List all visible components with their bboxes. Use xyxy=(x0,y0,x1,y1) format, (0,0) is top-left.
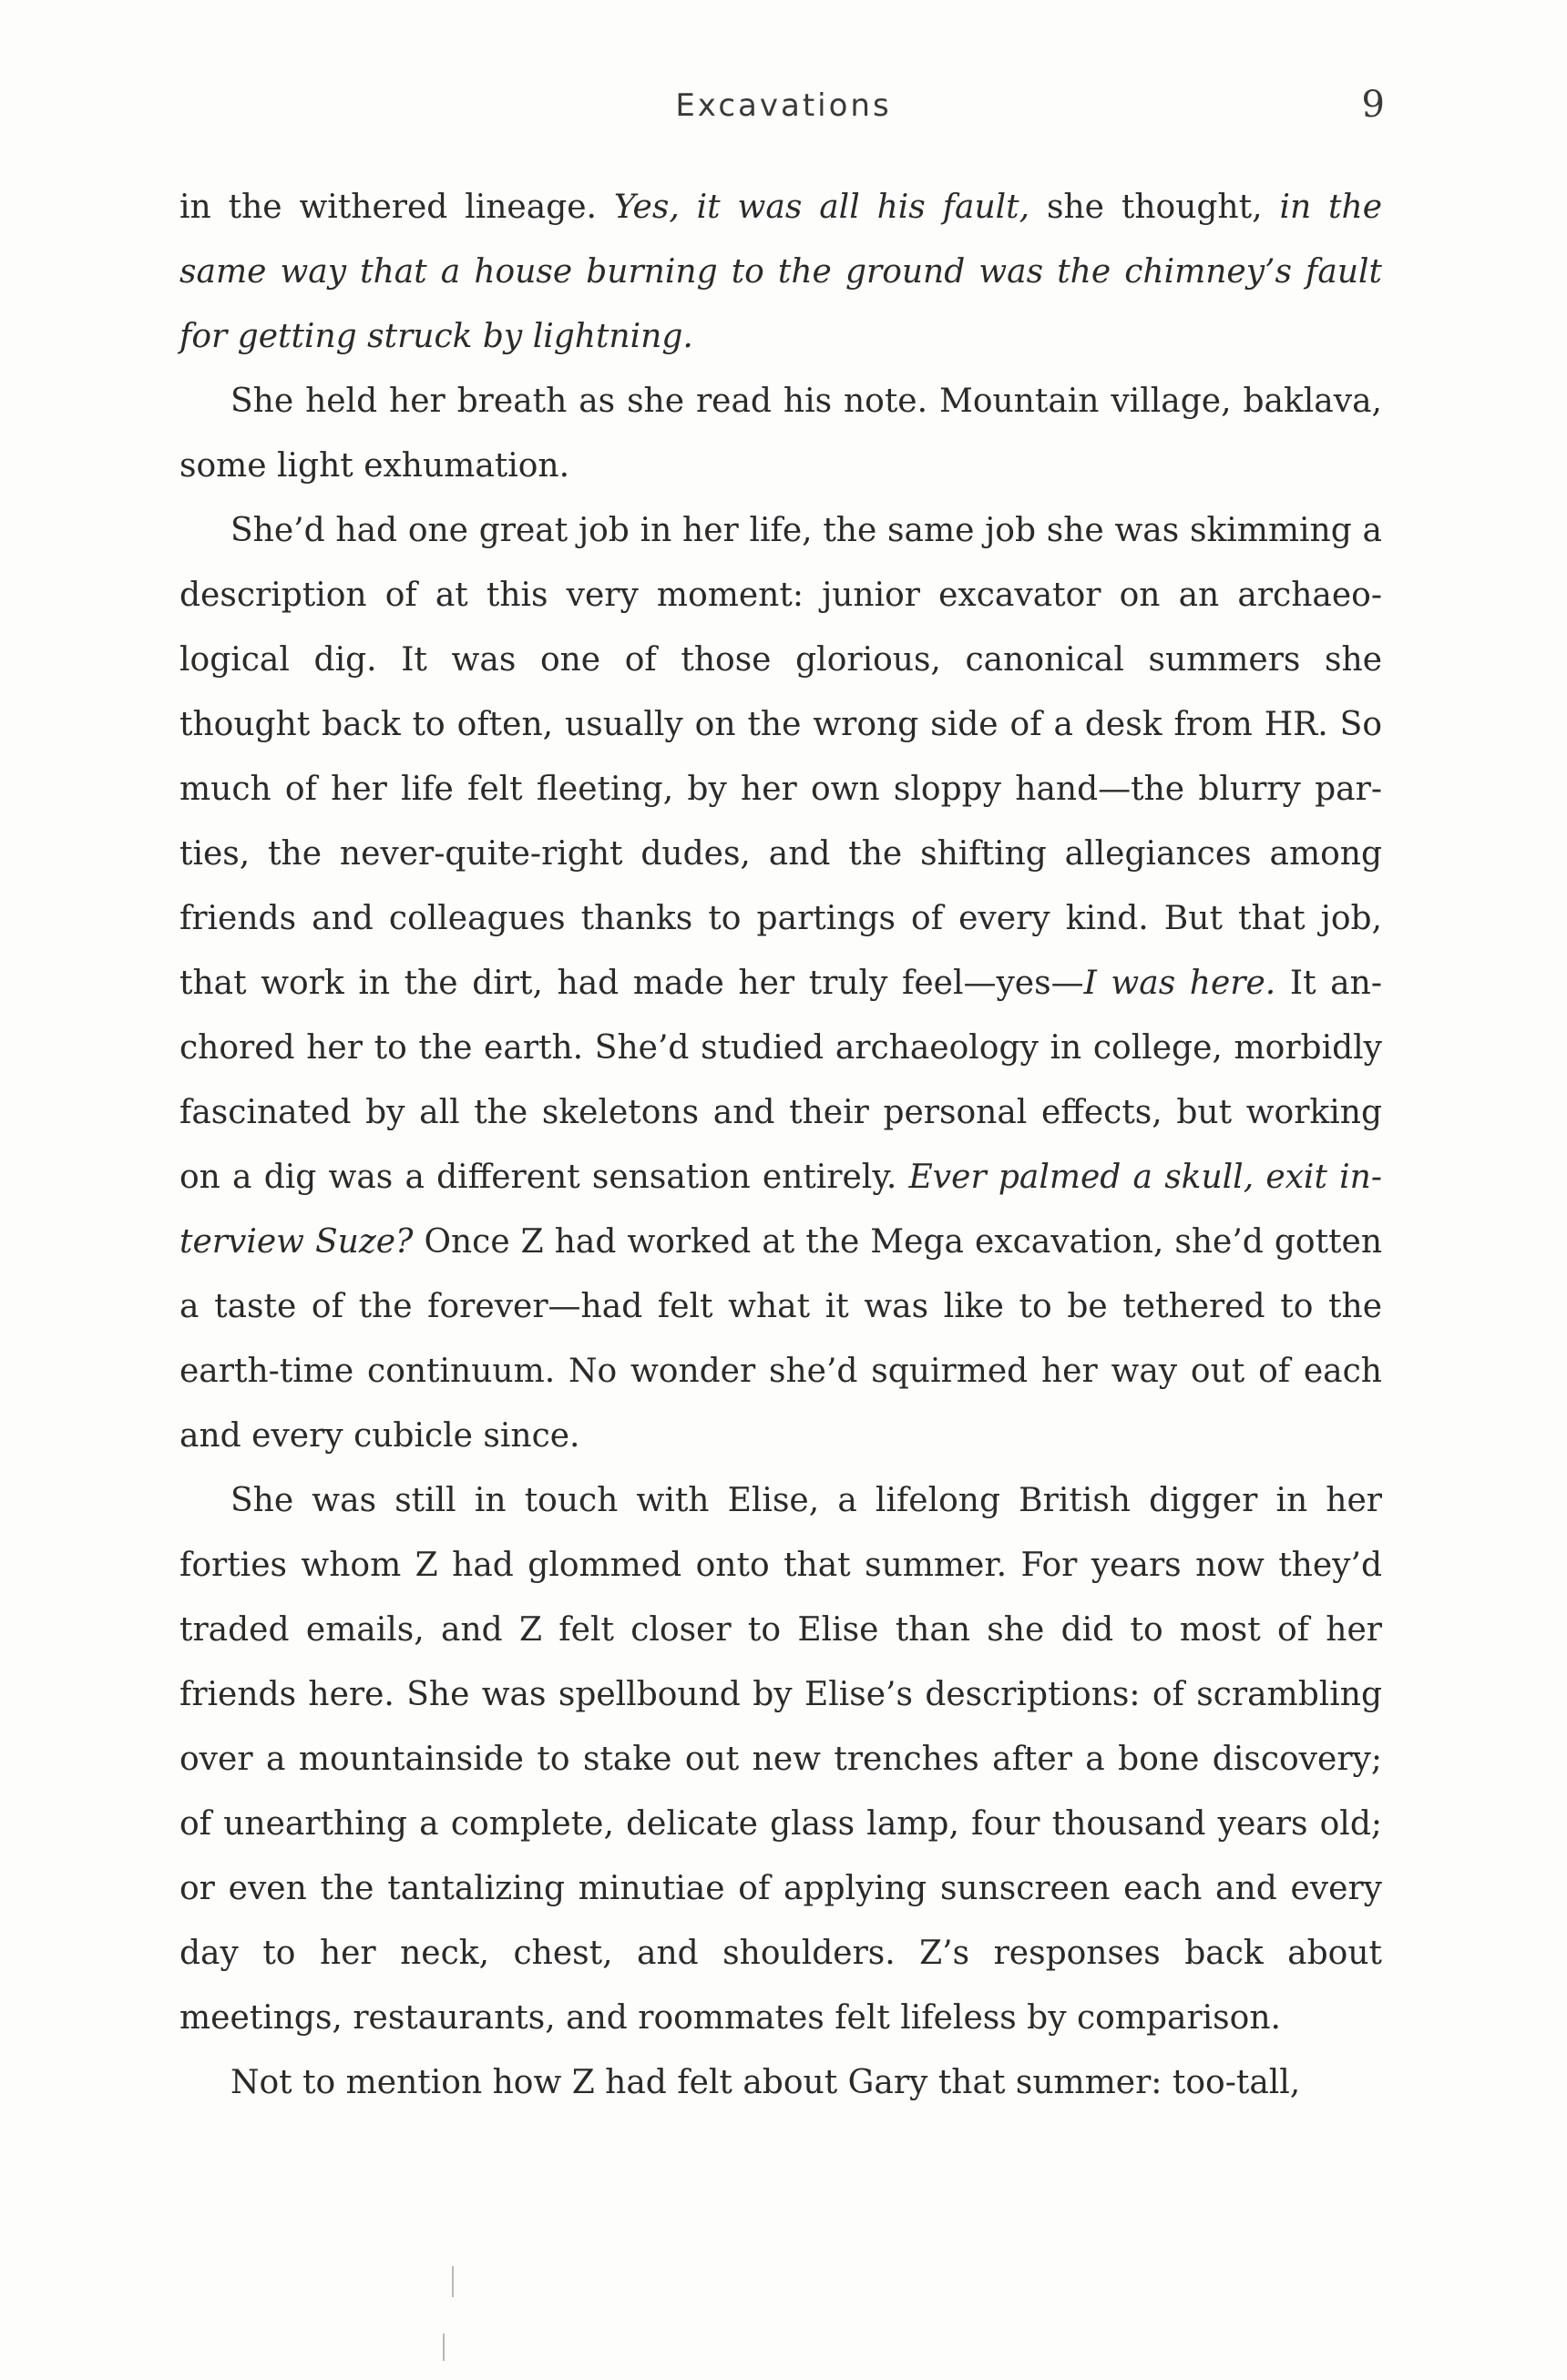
paragraph-1 xyxy=(179,175,1382,369)
scan-artifact-mark xyxy=(443,2334,445,2361)
italic-run: in the same way that a house burning to the ground was the chimney’s fault for getting struck by lightning. xyxy=(179,189,1382,355)
text-run: Once Z had worked at the Mega excavation, she’d gotten a taste of the forever—had felt what it was like to be tethered to the earth-time continuum. No wonder she’d squirmed her way out of each and every cubicle since. xyxy=(179,1223,1382,1455)
text-run: in the withered lineage. xyxy=(179,189,614,226)
italic-run: Yes, it was all his fault, xyxy=(613,189,1030,226)
paragraph-2 xyxy=(179,369,1382,498)
text-run: She’d had one great job in her life, the same job she was skimming a description of at this very moment: junior excavator on an archaeological dig. It was one of those glorious, canonical summers she thought back to often, usually on the wrong side of a desk from HR. So much of her life felt fleeting, by her own sloppy hand—the blurry parties, the never-quite-right dudes, and the shifting allegiances among friends and colleagues thanks to partings of every kind. But that job, that work in the dirt, had made her truly feel—yes— xyxy=(179,512,1382,1002)
italic-run: I was here. xyxy=(1083,965,1276,1002)
paragraph-5 xyxy=(179,2050,1382,2115)
paragraph-3 xyxy=(179,498,1382,1468)
body-text xyxy=(179,175,1382,2115)
paragraph-4 xyxy=(179,1468,1382,2050)
text-run: She held her breath as she read his note. Mountain village, baklava, some light exhumation. xyxy=(179,383,1382,485)
running-head: Excavations xyxy=(675,87,892,124)
scan-artifact-mark xyxy=(452,2266,454,2297)
text-run: She was still in touch with Elise, a lifelong British digger in her forties whom Z had glommed onto that summer. For years now they’d traded emails, and Z felt closer to Elise than she did to most of her friends here. She was spellbound by Elise’s descriptions: of scrambling over a mountainside to stake out new trenches after a bone discovery; of unearthing a complete, delicate glass lamp, four thousand years old; or even the tantalizing minutiae of applying sunscreen each and every day to her neck, chest, and shoulders. Z’s responses back about meetings, restaurants, and roommates felt lifeless by comparison. xyxy=(179,1482,1382,2037)
page-number: 9 xyxy=(1361,84,1385,126)
text-run: It anchored her to the earth. She’d studied archaeology in college, morbidly fascinated by all the skeletons and their personal effects, but working on a dig was a different sensation entirely. xyxy=(179,965,1382,1196)
text-run: she thought, xyxy=(1029,189,1280,226)
italic-run: Ever palmed a skull, exit interview Suze? xyxy=(179,1159,1382,1261)
text-run: Not to mention how Z had felt about Gary that summer: too-tall, xyxy=(230,2064,1301,2101)
